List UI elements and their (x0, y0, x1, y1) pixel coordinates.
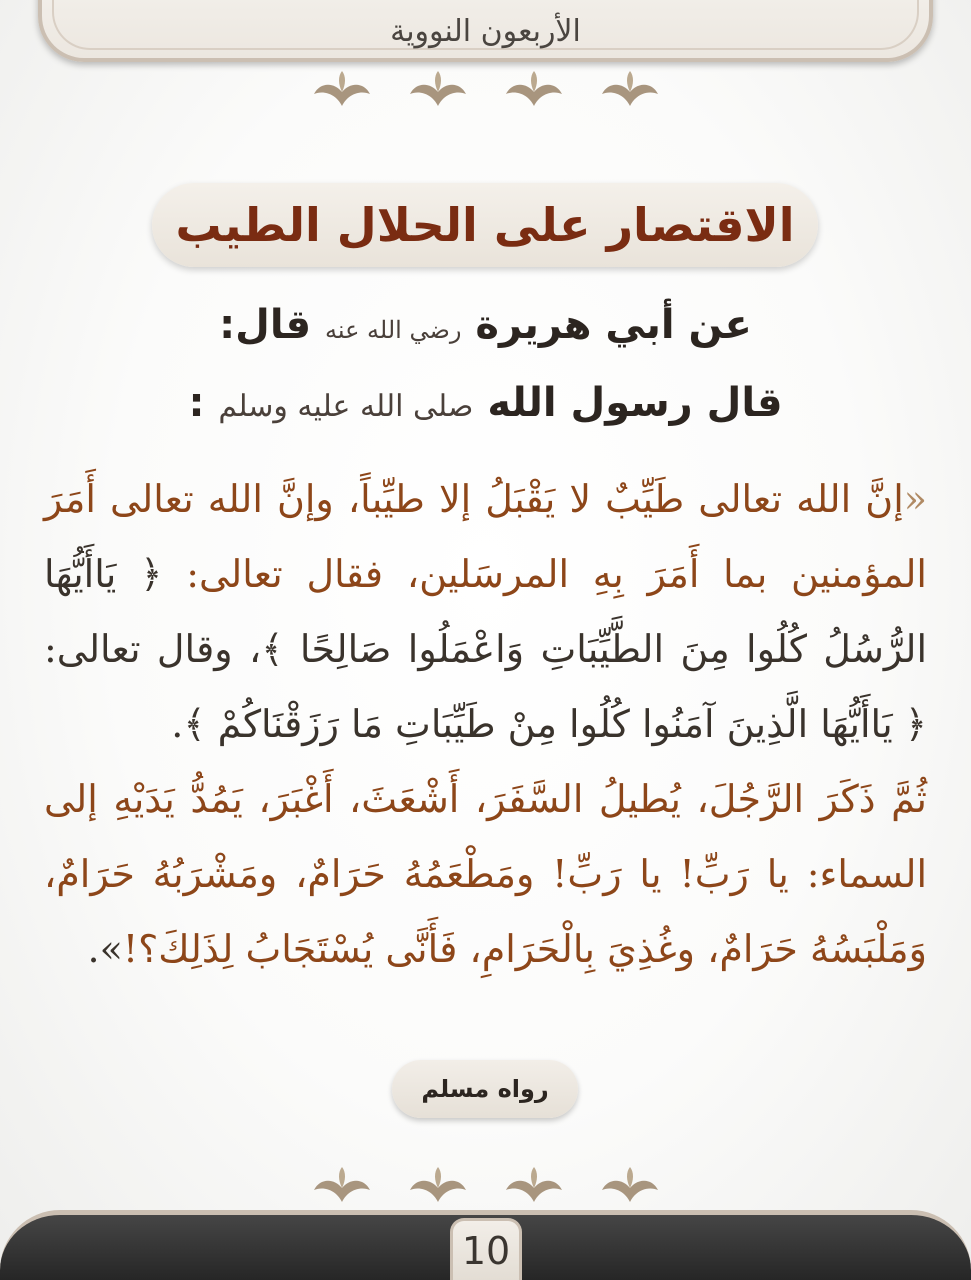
quran-verse-1: ﴿ يَاأَيُّهَا الرُّسُلُ كُلُوا مِنَ الطَّيِّبَاتِ وَاعْمَلُوا صَالِحًا ﴾ (44, 552, 928, 671)
hadith-title: الاقتصار على الحلال الطيب (175, 198, 795, 252)
floral-ornament-icon (599, 70, 661, 108)
page-number: 10 (450, 1218, 522, 1280)
floral-ornament-icon (311, 70, 373, 108)
floral-ornament-icon (599, 1166, 661, 1204)
close-quote: ». (87, 927, 123, 971)
prophet-said: قال رسول الله (487, 380, 783, 426)
narrator-said: قال: (219, 302, 312, 348)
bottom-ornaments (0, 1166, 971, 1204)
floral-ornament-icon (503, 1166, 565, 1204)
hadith-paragraph-1 (44, 462, 927, 762)
top-ornaments (0, 70, 971, 108)
open-quote: « (903, 477, 927, 521)
floral-ornament-icon (407, 1166, 469, 1204)
floral-ornament-icon (407, 70, 469, 108)
hadith-text (44, 462, 927, 987)
narrator-line-2 (40, 380, 931, 426)
narrator-line-1 (40, 302, 931, 348)
honorific-radiallahu: رضي الله عنه (324, 316, 462, 344)
floral-ornament-icon (503, 70, 565, 108)
hadith-text-part-2: ، وقال تعالى: (44, 627, 262, 671)
honorific-salawat: صلى الله عليه وسلم (218, 389, 474, 424)
narrator-colon: : (188, 380, 205, 426)
book-title: الأربعون النووية (390, 14, 581, 49)
period: . (171, 702, 184, 746)
floral-ornament-icon (311, 1166, 373, 1204)
hadith-text-part-3: ثُمَّ ذَكَرَ الرَّجُلَ، يُطيلُ السَّفَرَ، أَشْعَثَ، أَغْبَرَ، يَمُدُّ يَدَيْهِ إلى السماء: يا رَبِّ! يا رَبِّ! ومَطْعَمُهُ حَرَامٌ، ومَشْرَبُهُ حَرَامٌ، وَمَلْبَسُهُ حَرَامٌ، وغُذِيَ بِالْحَرَامِ، فَأَنَّى يُسْتَجَابُ لِذَلِكَ؟! (44, 777, 927, 971)
hadith-title-banner (152, 183, 818, 267)
hadith-paragraph-2 (44, 762, 927, 987)
quran-verse-2: ﴿ يَاأَيُّهَا الَّذِينَ آمَنُوا كُلُوا مِنْ طَيِّبَاتِ مَا رَزَقْنَاكُمْ ﴾ (183, 702, 927, 746)
narrator-name: عن أبي هريرة (475, 302, 752, 348)
hadith-text-part-1: إنَّ الله تعالى طَيِّبٌ لا يَقْبَلُ إلا طيِّباً، وإنَّ الله تعالى أَمَرَ المؤمنين بما أَمَرَ بِهِ المرسَلين، فقال تعالى: (44, 477, 927, 596)
source-badge: رواه مسلم (392, 1060, 578, 1118)
